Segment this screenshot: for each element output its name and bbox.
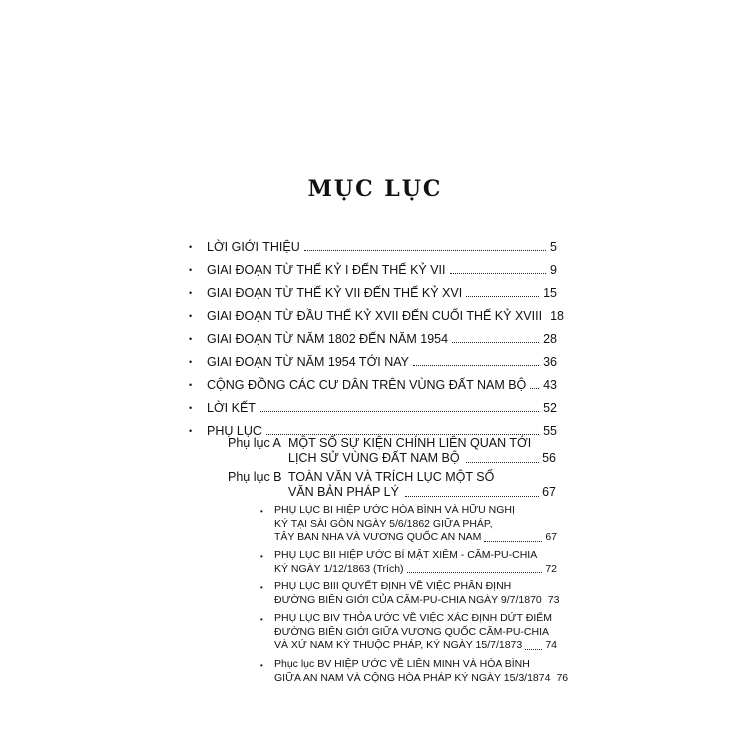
sub-entry-page: 73 bbox=[547, 593, 560, 606]
toc-entry[interactable] bbox=[207, 401, 557, 415]
toc-entry[interactable] bbox=[207, 355, 557, 369]
appendix-label: Phụ lục B bbox=[228, 470, 282, 484]
sub-entry-line: PHỤ LỤC BIV THỎA ƯỚC VỀ VIỆC XÁC ĐỊNH DỨT ĐIỂM bbox=[274, 612, 553, 624]
toc-entry[interactable] bbox=[207, 332, 557, 346]
appendix-title-line: VĂN BẢN PHÁP LÝ bbox=[288, 485, 399, 499]
toc-entry-title: LỜI GIỚI THIỆU bbox=[207, 240, 300, 254]
appendix-title-line: MỘT SỐ SỰ KIỆN CHÍNH LIÊN QUAN TỚI bbox=[288, 436, 532, 450]
sub-entry-line: PHỤ LỤC BIII QUYẾT ĐỊNH VỀ VIỆC PHÂN ĐỊNH bbox=[274, 580, 512, 592]
leader-dots bbox=[266, 433, 539, 435]
leader-dots bbox=[450, 272, 547, 274]
bullet-icon: • bbox=[260, 552, 263, 561]
bullet-icon: • bbox=[189, 334, 193, 344]
toc-entry-title: GIAI ĐOẠN TỪ THẾ KỶ VII ĐẾN THẾ KỶ XVI bbox=[207, 286, 463, 300]
leader-dots bbox=[405, 495, 539, 497]
toc-entry-title: GIAI ĐOẠN TỪ NĂM 1802 ĐẾN NĂM 1954 bbox=[207, 332, 449, 346]
toc-entry-title: GIAI ĐOẠN TỪ THẾ KỶ I ĐẾN THẾ KỶ VII bbox=[207, 263, 446, 277]
toc-entry-page: 15 bbox=[543, 286, 557, 300]
toc-entry[interactable] bbox=[207, 240, 557, 254]
sub-entry[interactable] bbox=[274, 658, 569, 685]
sub-entry[interactable] bbox=[274, 612, 557, 653]
leader-dots bbox=[407, 571, 543, 573]
toc-entry-page: 5 bbox=[550, 240, 557, 254]
leader-dots bbox=[530, 387, 539, 389]
leader-dots bbox=[466, 461, 540, 463]
sub-entry-line: ĐƯỜNG BIÊN GIỚI GIỮA VƯƠNG QUỐC CĂM-PU-CHIA bbox=[274, 625, 550, 638]
bullet-icon: • bbox=[189, 403, 193, 413]
toc-entry-page: 36 bbox=[543, 355, 557, 369]
toc-entry[interactable] bbox=[207, 378, 557, 392]
sub-entry-line: KÝ TẠI SÀI GÒN NGÀY 5/6/1862 GIỮA PHÁP, bbox=[274, 517, 493, 530]
sub-entry-line: GIỮA AN NAM VÀ CỘNG HÒA PHÁP KÝ NGÀY 15/3/1874 bbox=[274, 671, 551, 684]
toc-entry[interactable] bbox=[207, 263, 557, 277]
sub-entry[interactable] bbox=[274, 504, 557, 545]
appendix-title-line: LỊCH SỬ VÙNG ĐẤT NAM BỘ bbox=[288, 451, 460, 465]
appendix-title-line: TOÀN VĂN VÀ TRÍCH LỤC MỘT SỐ bbox=[288, 470, 495, 484]
leader-dots bbox=[525, 648, 542, 650]
leader-dots bbox=[452, 341, 539, 343]
sub-entry-page: 76 bbox=[556, 671, 569, 684]
bullet-icon: • bbox=[189, 426, 193, 436]
toc-entry-page: 28 bbox=[543, 332, 557, 346]
sub-entry-line: PHỤ LỤC BII HIỆP ƯỚC BÍ MẬT XIÊM - CĂM-PU-CHIA bbox=[274, 549, 538, 561]
leader-dots bbox=[304, 249, 546, 251]
toc-entry[interactable] bbox=[207, 309, 564, 323]
bullet-icon: • bbox=[189, 380, 193, 390]
toc-entry-title: LỜI KẾT bbox=[207, 401, 256, 415]
toc-entry-page: 18 bbox=[550, 309, 564, 323]
bullet-icon: • bbox=[189, 242, 193, 252]
appendix-entry[interactable] bbox=[288, 470, 556, 500]
page-title: MỤC LỤC bbox=[307, 176, 443, 202]
bullet-icon: • bbox=[260, 661, 263, 670]
bullet-icon: • bbox=[260, 583, 263, 592]
sub-entry-page: 74 bbox=[545, 639, 557, 651]
sub-entry-line: KÝ NGÀY 1/12/1863 (Trích) bbox=[274, 562, 404, 575]
bullet-icon: • bbox=[189, 265, 193, 275]
sub-entry-line: PHỤ LỤC BI HIỆP ƯỚC HÒA BÌNH VÀ HỮU NGHỊ bbox=[274, 504, 515, 516]
toc-entry-title: CỘNG ĐỒNG CÁC CƯ DÂN TRÊN VÙNG ĐẤT NAM BỘ bbox=[207, 378, 527, 392]
appendix-label: Phụ lục A bbox=[228, 436, 281, 450]
sub-entry-page: 72 bbox=[545, 562, 557, 575]
leader-dots bbox=[466, 295, 539, 297]
sub-entry-line: ĐƯỜNG BIÊN GIỚI CỦA CĂM-PU-CHIA NGÀY 9/7/1870 bbox=[274, 593, 542, 606]
appendix-page: 67 bbox=[542, 485, 556, 499]
sub-entry-page: 67 bbox=[545, 531, 557, 543]
toc-entry-title: GIAI ĐOẠN TỪ ĐẦU THẾ KỶ XVII ĐẾN CUỐI THẾ KỶ XVIII bbox=[207, 309, 543, 323]
toc-entry-title: PHỤ LỤC bbox=[207, 424, 262, 438]
bullet-icon: • bbox=[189, 357, 193, 367]
toc-entry-page: 9 bbox=[550, 263, 557, 277]
leader-dots bbox=[484, 540, 542, 542]
toc-entry-page: 43 bbox=[543, 378, 557, 392]
bullet-icon: • bbox=[260, 615, 263, 624]
sub-entry[interactable] bbox=[274, 549, 557, 576]
sub-entry-line: VÀ XỨ NAM KỲ THUỘC PHÁP, KÝ NGÀY 15/7/1873 bbox=[274, 639, 523, 651]
toc-entry-page: 55 bbox=[543, 424, 557, 438]
appendix-entry[interactable] bbox=[288, 436, 556, 466]
sub-entry-line: TÂY BAN NHA VÀ VƯƠNG QUỐC AN NAM bbox=[274, 531, 482, 543]
sub-entry[interactable] bbox=[274, 580, 560, 607]
bullet-icon: • bbox=[189, 288, 193, 298]
leader-dots bbox=[260, 410, 539, 412]
toc-entry-title: GIAI ĐOẠN TỪ NĂM 1954 TỚI NAY bbox=[207, 355, 410, 369]
toc-entry[interactable] bbox=[207, 286, 557, 300]
sub-entry-line: Phục lục BV HIỆP ƯỚC VỀ LIÊN MINH VÀ HÒA BÌNH bbox=[274, 658, 530, 670]
toc-entry-page: 52 bbox=[543, 401, 557, 415]
appendix-page: 56 bbox=[542, 451, 556, 465]
bullet-icon: • bbox=[189, 311, 193, 321]
bullet-icon: • bbox=[260, 507, 263, 516]
leader-dots bbox=[413, 364, 539, 366]
